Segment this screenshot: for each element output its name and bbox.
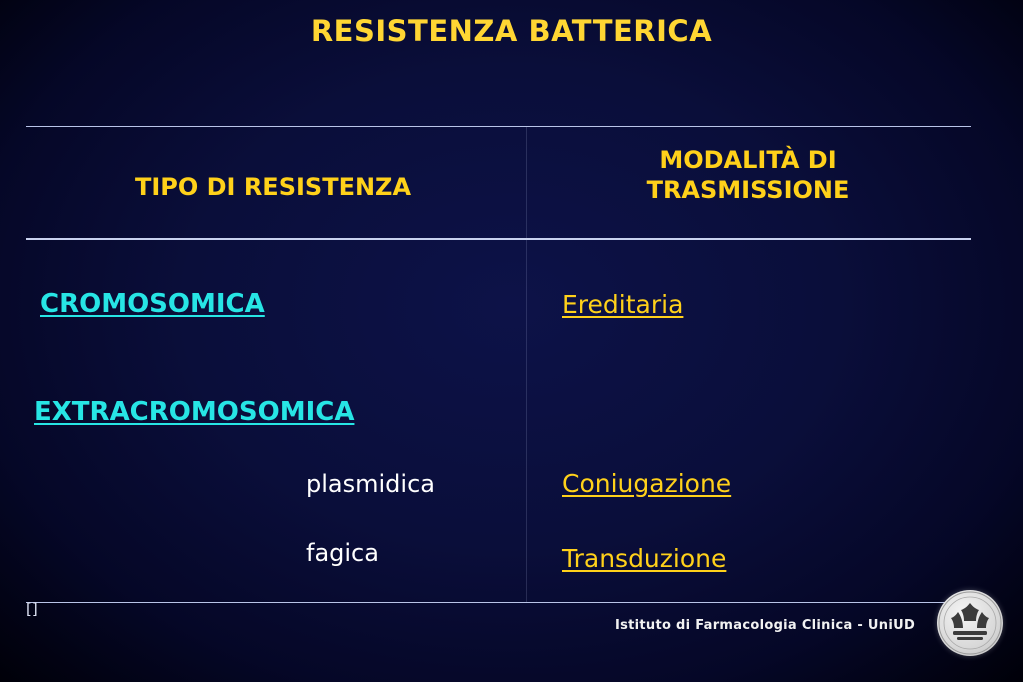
row-cromosomica-transmission: Ereditaria: [562, 290, 684, 319]
column-header-type: TIPO DI RESISTENZA: [134, 173, 412, 201]
divider-middle: [26, 238, 971, 240]
divider-bottom: [26, 602, 971, 603]
bullet-marker-icon: []: [26, 600, 38, 618]
row-fagica-type: fagica: [306, 539, 379, 567]
column-header-transmission: [528, 145, 968, 205]
footer-credit: Istituto di Farmacologia Clinica - UniUD: [614, 618, 916, 633]
row-plasmidica-transmission: Coniugazione: [562, 469, 732, 498]
row-cromosomica-type: CROMOSOMICA: [40, 289, 265, 319]
university-crest-logo-icon: [937, 590, 1003, 656]
column-separator-upper: [526, 127, 527, 238]
divider-top: [26, 126, 971, 127]
row-fagica-transmission: Transduzione: [562, 544, 727, 573]
row-extracromosomica-type: EXTRACROMOSOMICA: [34, 397, 355, 427]
column-separator-lower: [526, 240, 527, 602]
column-header-transmission-line1: MODALITÀ DI: [659, 146, 837, 174]
column-header-transmission-line2: TRASMISSIONE: [646, 176, 850, 204]
page-title: RESISTENZA BATTERICA: [310, 14, 713, 48]
row-plasmidica-type: plasmidica: [306, 470, 435, 498]
